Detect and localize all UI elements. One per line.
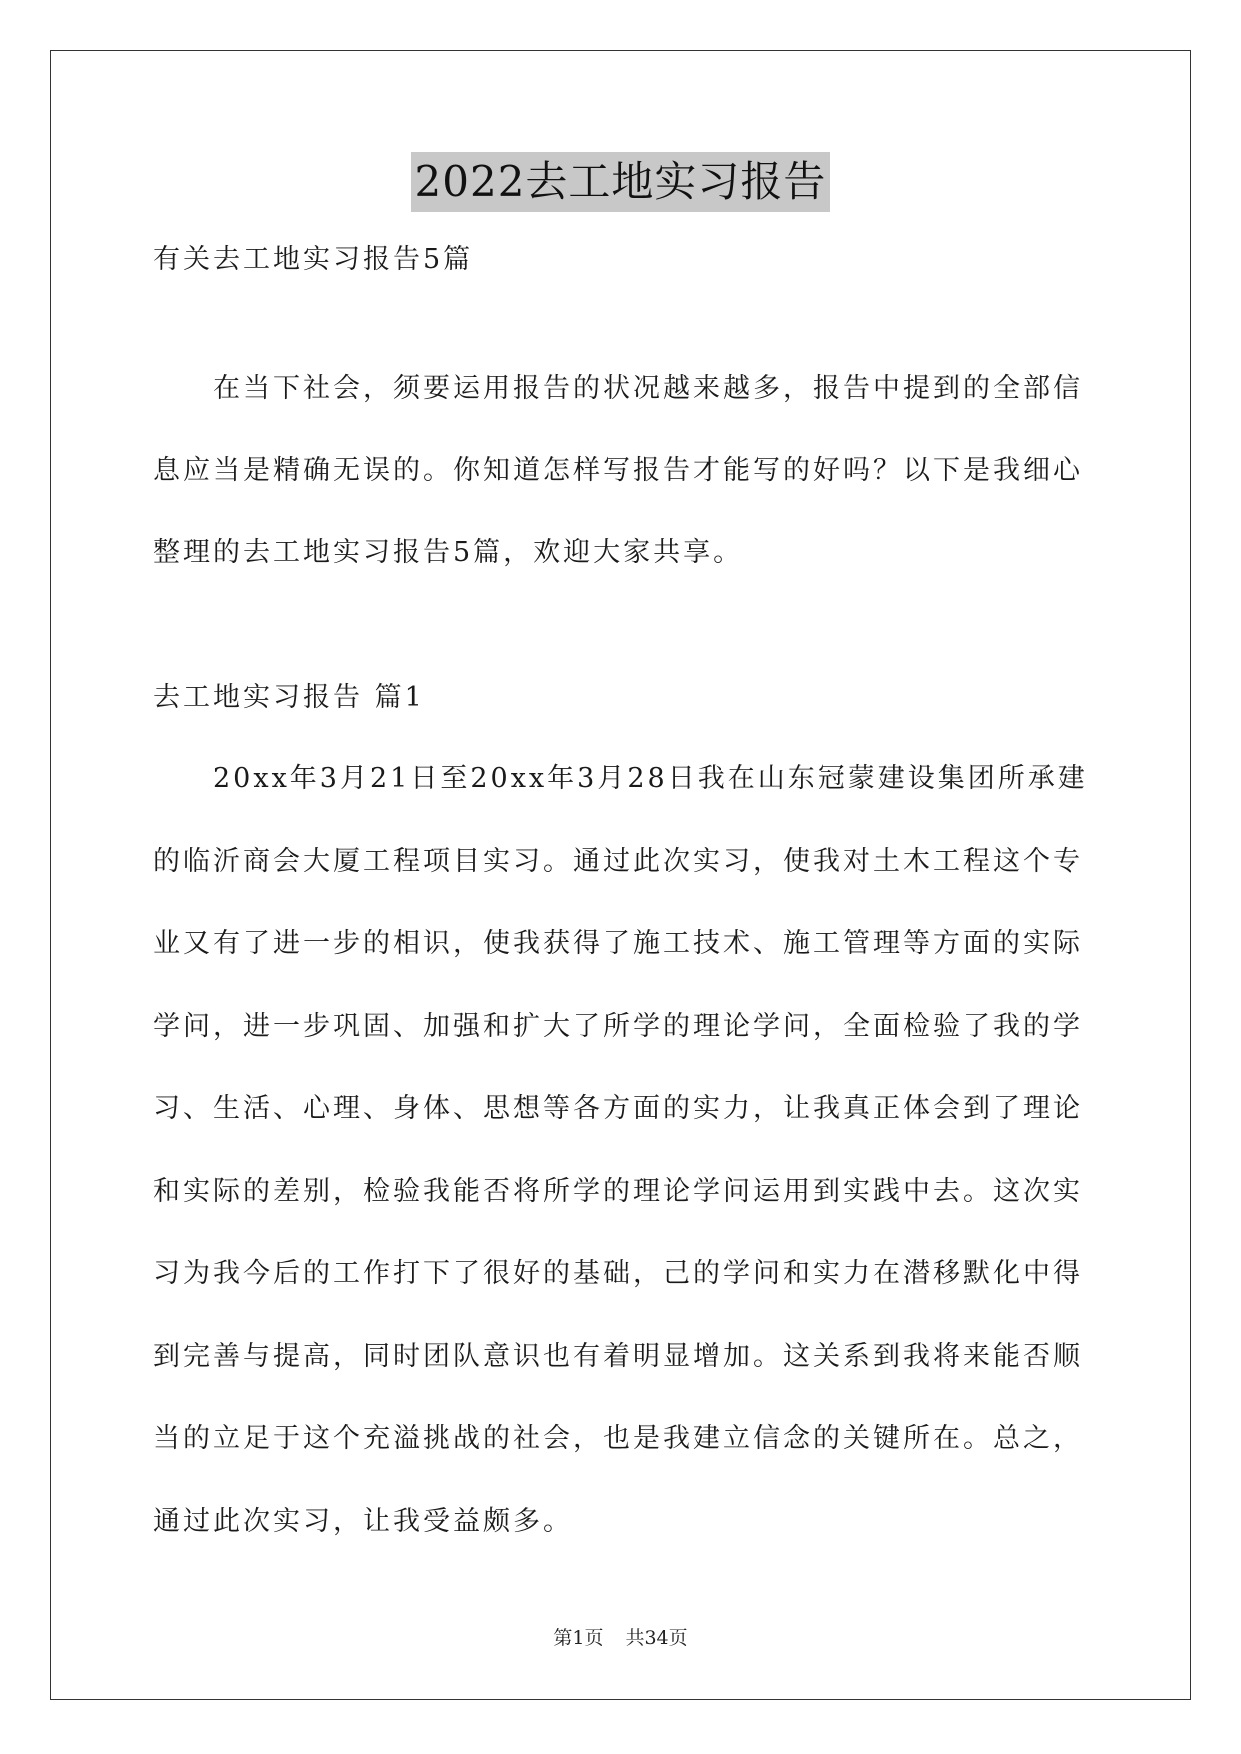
section-heading: 去工地实习报告 篇1 bbox=[153, 682, 425, 713]
page-footer bbox=[0, 1624, 1241, 1652]
page-total: 共34页 bbox=[625, 1627, 688, 1649]
intro-paragraph: 在当下社会，须要运用报告的状况越来越多，报告中提到的全部信息应当是精确无误的。你知道怎样写报告才能写的好吗？以下是我细心整理的去工地实习报告5篇，欢迎大家共享。 bbox=[153, 373, 1083, 568]
intro-heading: 有关去工地实习报告5篇 bbox=[153, 244, 474, 275]
document-title: 2022去工地实习报告 bbox=[411, 152, 831, 212]
title-container bbox=[0, 152, 1241, 212]
page-number: 第1页 bbox=[553, 1627, 604, 1649]
section-paragraph: 20xx年3月21日至20xx年3月28日我在山东冠蒙建设集团所承建的临沂商会大厦工程项目实习。通过此次实习，使我对土木工程这个专业又有了进一步的相识，使我获得了施工技术、施工管理等方面的实际学问，进一步巩固、加强和扩大了所学的理论学问，全面检验了我的学习、生活、心理、身体、思想等各方面的实力，让我真正体会到了理论和实际的差别，检验我能否将所学的理论学问运用到实践中去。这次实习为我今后的工作打下了很好的基础，己的学问和实力在潜移默化中得到完善与提高，同时团队意识也有着明显增加。这关系到我将来能否顺当的立足于这个充溢挑战的社会，也是我建立信念的关键所在。总之，通过此次实习，让我受益颇多。 bbox=[153, 763, 1088, 1537]
